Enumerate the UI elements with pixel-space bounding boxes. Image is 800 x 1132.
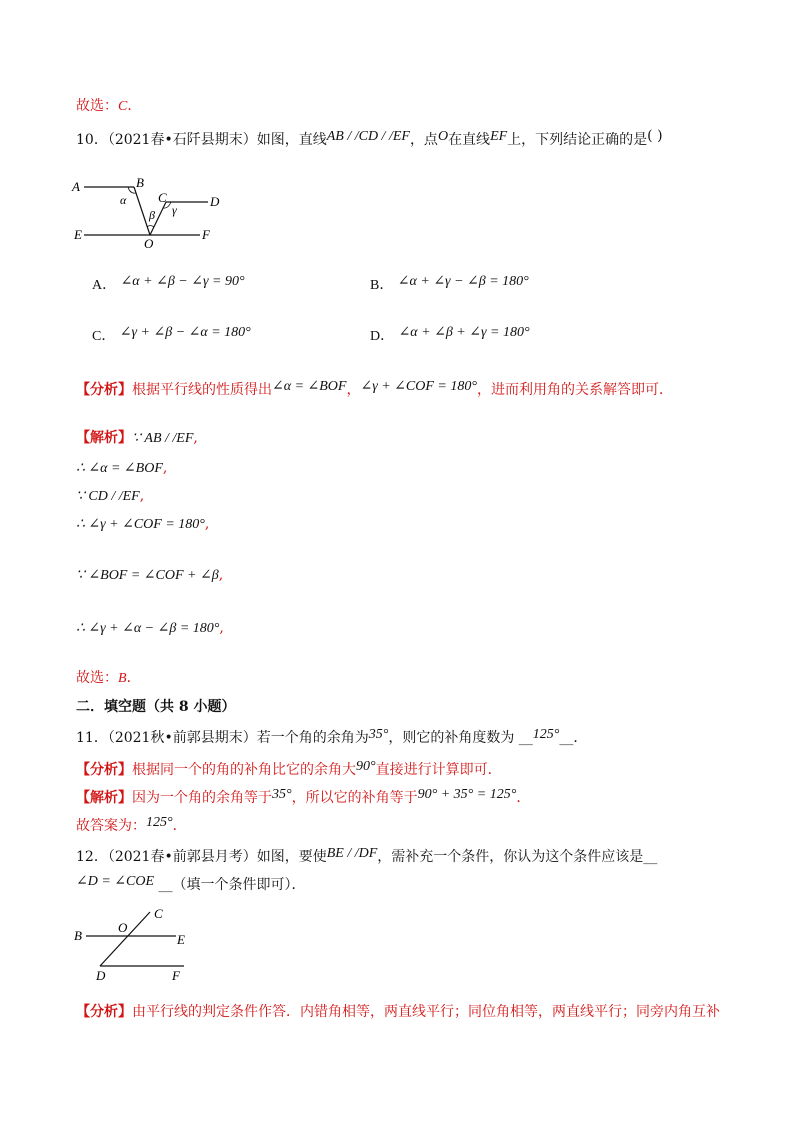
question-number: 10． (76, 132, 108, 148)
stem-text: 如图，要使 (256, 849, 327, 865)
solution-step: ∴ ∠α = ∠BOF (76, 461, 163, 476)
answer-prefix: 故选： (76, 98, 118, 114)
answer-parentheses: ( ) (647, 128, 663, 144)
label-a: A (72, 179, 80, 194)
q10-solution-line-3 (76, 486, 144, 507)
stem-math: BE / /DF (326, 846, 378, 861)
q11-answer-line (76, 816, 187, 837)
q10-analysis (76, 380, 673, 401)
stem-text: 上，下列结论正确的是 (507, 132, 648, 148)
solution-text: ． (516, 790, 531, 806)
stem-math: EF (490, 129, 508, 144)
option-expr: ∠α + ∠γ − ∠β = 180° (397, 274, 529, 289)
solution-tag: 【解析】 (76, 790, 132, 806)
solution-text: 因为一个角的余角等于 (132, 790, 272, 806)
solution-step: ∴ ∠γ + ∠α − ∠β = 180° (76, 621, 220, 636)
option-label: D． (370, 329, 395, 344)
answer-letter: B (118, 671, 127, 686)
section-title: 二．填空题（共 8 小题） (76, 699, 236, 715)
stem-text: 在直线 (448, 132, 491, 148)
analysis-sep: ， (346, 382, 361, 398)
label-d: D (96, 968, 106, 983)
label-alpha: α (120, 193, 127, 207)
question-number: 12． (76, 849, 108, 865)
q10-solution-line-6 (76, 618, 224, 639)
q12-analysis (76, 1002, 720, 1022)
option-b[interactable] (370, 275, 529, 296)
question-source: （2021秋•前郭县期末） (107, 730, 257, 746)
step-comma: , (219, 620, 224, 636)
solution-step: ∵ ∠BOF = ∠COF + ∠β (76, 568, 219, 583)
analysis-tag: 【分析】 (76, 1004, 132, 1020)
solution-math: 90° + 35° = 125° (417, 787, 517, 802)
solution-tag: 【解析】 (76, 430, 132, 446)
q10-figure (70, 172, 230, 252)
answer-suffix: ． (126, 670, 141, 686)
q12-figure (70, 902, 200, 984)
option-expr: ∠α + ∠β + ∠γ = 180° (398, 325, 530, 340)
angle-beta-arc (147, 226, 154, 228)
answer-suffix: ． (127, 98, 142, 114)
blank-underline: __． (559, 730, 588, 746)
question-source: （2021春•石阡县期末） (107, 132, 257, 148)
q11-analysis (76, 760, 502, 781)
analysis-tag: 【分析】 (76, 762, 132, 778)
solution-math: 35° (272, 787, 292, 802)
blank-underline: __ (158, 877, 173, 893)
label-o: O (144, 236, 154, 251)
label-d: D (210, 194, 220, 209)
analysis-math: ∠α = ∠BOF (272, 379, 347, 394)
analysis-text: 根据平行线的性质得出 (132, 382, 272, 398)
solution-step: ∵ CD / /EF (76, 489, 140, 504)
question-number: 11． (76, 730, 108, 746)
label-b: B (136, 175, 144, 190)
question-source: （2021春•前郭县月考） (107, 849, 257, 865)
stem-text: ，点 (409, 132, 438, 148)
q10-stem (76, 130, 663, 151)
step-comma: , (218, 567, 224, 583)
analysis-math: ∠γ + ∠COF = 180° (360, 379, 477, 394)
option-label: B． (370, 278, 394, 293)
option-expr: ∠γ + ∠β − ∠α = 180° (119, 325, 251, 340)
analysis-text: 直接进行计算即可． (375, 762, 502, 778)
segment-bo (134, 187, 150, 235)
analysis-tag: 【分析】 (76, 382, 132, 398)
label-e: E (177, 932, 185, 947)
analysis-text: ，进而利用角的关系解答即可． (476, 382, 673, 398)
blank-underline: __ (518, 730, 533, 746)
step-comma: , (139, 488, 145, 504)
label-b: B (74, 928, 82, 943)
option-label: C． (92, 329, 116, 344)
q12-stem-line-1 (76, 847, 657, 868)
stem-text: ，则它的补角度数为 (388, 730, 515, 746)
q11-solution (76, 788, 530, 809)
solution-step: ∵ AB / /EF (132, 431, 194, 446)
option-a[interactable] (92, 275, 245, 296)
stem-text: 若一个角的余角为 (256, 730, 369, 746)
option-d[interactable] (370, 326, 530, 347)
q9-answer-line (76, 96, 141, 117)
analysis-math: 90° (356, 759, 376, 774)
step-comma: , (162, 460, 168, 476)
solution-step: ∴ ∠γ + ∠COF = 180° (76, 517, 205, 532)
analysis-text: 由平行线的判定条件作答．内错角相等，两直线平行；同位角相等，两直线平行；同旁内角互补 (132, 1004, 720, 1020)
label-o: O (118, 920, 128, 935)
solution-text: ，所以它的补角等于 (291, 790, 418, 806)
stem-math: AB / /CD / /EF (326, 129, 410, 144)
q10-solution-line-2 (76, 458, 167, 479)
analysis-text: 根据同一个的角的补角比它的余角大 (132, 762, 356, 778)
q10-answer-line (76, 668, 141, 689)
blank-underline: __ (643, 849, 658, 865)
answer-value: 125° (146, 815, 173, 830)
label-f: F (172, 968, 180, 983)
label-beta: β (149, 208, 155, 222)
answer-prefix: 故选： (76, 670, 118, 686)
q11-stem (76, 728, 587, 749)
stem-text: 如图，直线 (256, 132, 327, 148)
step-comma: , (193, 430, 198, 446)
answer-prefix: 故答案为： (76, 818, 146, 834)
stem-math: 35° (368, 727, 389, 742)
answer-letter: C (118, 99, 128, 114)
blank-answer[interactable]: 125° (532, 727, 560, 742)
label-c: C (154, 906, 163, 921)
option-label: A． (92, 278, 117, 293)
label-gamma: γ (172, 203, 177, 217)
q10-solution-line-5 (76, 565, 223, 586)
q10-solution-line-1 (76, 428, 198, 449)
label-f: F (202, 227, 210, 242)
option-c[interactable] (92, 326, 251, 347)
blank-answer[interactable]: ∠D = ∠COE (76, 874, 155, 889)
stem-text: （填一个条件即可）． (172, 877, 306, 893)
label-e: E (74, 227, 82, 242)
option-expr: ∠α + ∠β − ∠γ = 90° (120, 274, 245, 289)
label-c: C (158, 190, 167, 205)
q10-solution-line-4 (76, 514, 209, 535)
step-comma: , (204, 516, 210, 532)
stem-math: O (437, 129, 449, 144)
stem-text: ，需补充一个条件，你认为这个条件应该是 (377, 849, 644, 865)
q12-stem-line-2 (76, 875, 305, 896)
answer-suffix: ． (172, 818, 187, 834)
